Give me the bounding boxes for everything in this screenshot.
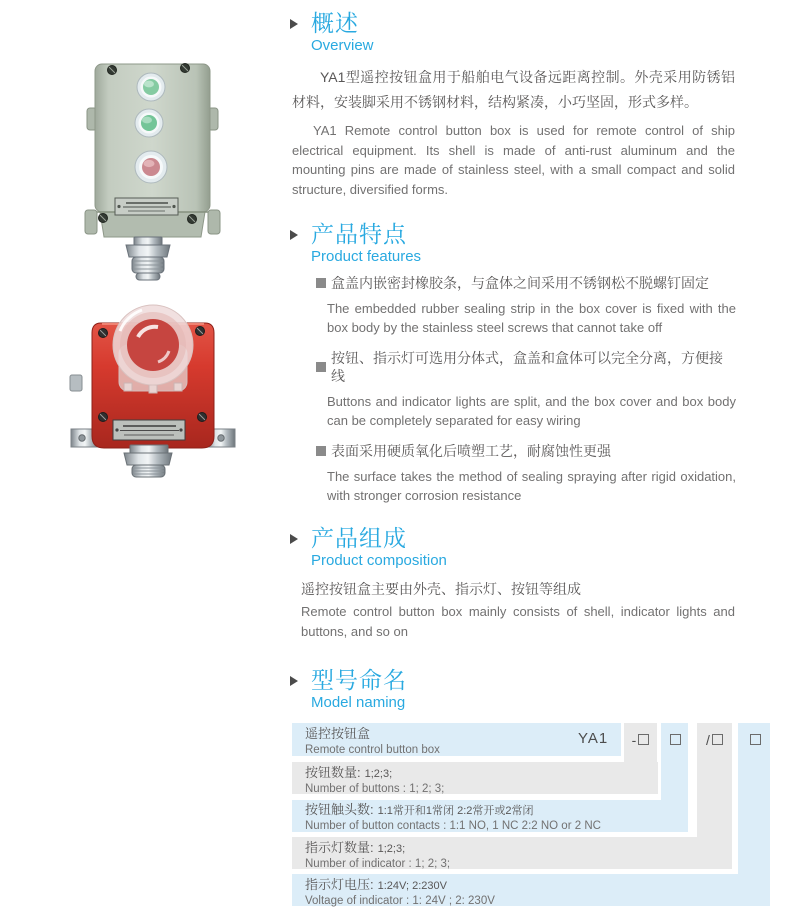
feature-item bbox=[316, 274, 736, 337]
model-slot-box-icon bbox=[638, 734, 649, 745]
naming-row-label-zh: 指示灯电压: bbox=[305, 877, 374, 892]
overview-paragraph-zh: YA1型遥控按钮盒用于船舶电气设备远距离控制。外壳采用防锈铝材料，安装脚采用不锈钢材料，结构紧凑，小巧坚固，形式多样。 bbox=[292, 69, 735, 110]
model-naming-table bbox=[292, 723, 770, 909]
naming-row bbox=[305, 765, 444, 796]
feature-text-en: The embedded rubber sealing strip in the box cover is fixed with the box body by the stainless steel screws that cannot take off bbox=[327, 301, 736, 335]
model-prefix: YA1 bbox=[578, 730, 609, 747]
naming-row bbox=[305, 802, 601, 833]
product-photo-button-box bbox=[70, 50, 245, 290]
section-overview bbox=[287, 10, 736, 199]
naming-row-value-zh: 1;2;3; bbox=[377, 843, 406, 855]
feature-item bbox=[316, 349, 736, 430]
model-slot bbox=[738, 723, 770, 756]
section-marker-icon bbox=[290, 534, 298, 544]
composition-text-zh: 遥控按钮盒主要由外壳、指示灯、按钮等组成 bbox=[301, 581, 581, 597]
composition-title-zh: 产品组成 bbox=[311, 525, 407, 551]
features-title-zh: 产品特点 bbox=[311, 221, 407, 247]
section-marker-icon bbox=[290, 230, 298, 240]
composition-text-en: Remote control button box mainly consists of shell, indicator lights and buttons, and so on bbox=[301, 604, 735, 639]
feature-text-zh: 表面采用硬质氧化后喷塑工艺，耐腐蚀性更强 bbox=[331, 443, 611, 459]
naming-row-value-zh: 1:24V; 2:230V bbox=[377, 880, 447, 892]
naming-row-label-en: Remote control button box bbox=[305, 744, 440, 756]
bullet-square-icon bbox=[316, 362, 326, 372]
section-composition bbox=[287, 525, 736, 641]
section-features bbox=[287, 221, 736, 505]
naming-row-label-en: Number of button contacts : 1:1 NO, 1 NC 2:2 NO or 2 NC bbox=[305, 820, 601, 832]
naming-title-en: Model naming bbox=[311, 694, 406, 711]
naming-row-value-zh: 1:1常开和1常闭 2:2常开或2常闭 bbox=[377, 805, 534, 817]
feature-text-zh: 盒盖内嵌密封橡胶条，与盒体之间采用不锈钢松不脱螺钉固定 bbox=[331, 275, 709, 291]
model-slot bbox=[661, 723, 688, 756]
naming-row bbox=[305, 840, 450, 871]
feature-text-en: The surface takes the method of sealing spraying after rigid oxidation, with stronger corrosion resistance bbox=[327, 469, 736, 503]
product-photo-indicator-box bbox=[68, 293, 238, 483]
composition-title-en: Product composition bbox=[311, 552, 447, 569]
naming-title-zh: 型号命名 bbox=[311, 667, 407, 693]
overview-title-zh: 概述 bbox=[311, 10, 359, 36]
overview-paragraph-en: YA1 Remote control button box is used for remote control of ship electrical equipment. Its shell is made of anti-rust aluminum and the mounting pins are made of stainless steel, with a small compact and solid structure, diversified forms. bbox=[292, 123, 735, 197]
bullet-square-icon bbox=[316, 278, 326, 288]
naming-row bbox=[305, 726, 440, 757]
naming-row-value-zh: 1;2;3; bbox=[364, 768, 393, 780]
naming-row-label-en: Number of indicator : 1; 2; 3; bbox=[305, 858, 451, 870]
model-slot-separator: - bbox=[631, 731, 637, 748]
naming-row-label-en: Voltage of indicator : 1: 24V ; 2: 230V bbox=[305, 895, 495, 907]
model-slot bbox=[697, 723, 732, 756]
naming-row-label-zh: 按钮数量: bbox=[305, 765, 361, 780]
section-naming bbox=[287, 667, 736, 909]
naming-row-label-zh: 指示灯数量: bbox=[305, 840, 374, 855]
model-slot-separator: / bbox=[706, 731, 710, 748]
bullet-square-icon bbox=[316, 446, 326, 456]
feature-text-zh: 按钮、指示灯可选用分体式，盒盖和盒体可以完全分离，方便接线 bbox=[331, 350, 723, 384]
feature-item bbox=[316, 442, 736, 505]
feature-text-en: Buttons and indicator lights are split, and the box cover and box body can be completely separated for easy wiring bbox=[327, 394, 736, 428]
naming-row-label-en: Number of buttons : 1; 2; 3; bbox=[305, 783, 445, 795]
model-slot-box-icon bbox=[670, 734, 681, 745]
content-column bbox=[287, 0, 736, 909]
overview-title-en: Overview bbox=[311, 37, 374, 54]
model-slot-box-icon bbox=[750, 734, 761, 745]
naming-row-label-zh: 遥控按钮盒 bbox=[305, 726, 371, 741]
naming-row bbox=[305, 877, 495, 908]
section-marker-icon bbox=[290, 676, 298, 686]
naming-row-label-zh: 按钮触头数: bbox=[305, 802, 374, 817]
features-title-en: Product features bbox=[311, 248, 422, 265]
model-slot bbox=[624, 723, 657, 756]
section-marker-icon bbox=[290, 19, 298, 29]
model-slot-box-icon bbox=[712, 734, 723, 745]
